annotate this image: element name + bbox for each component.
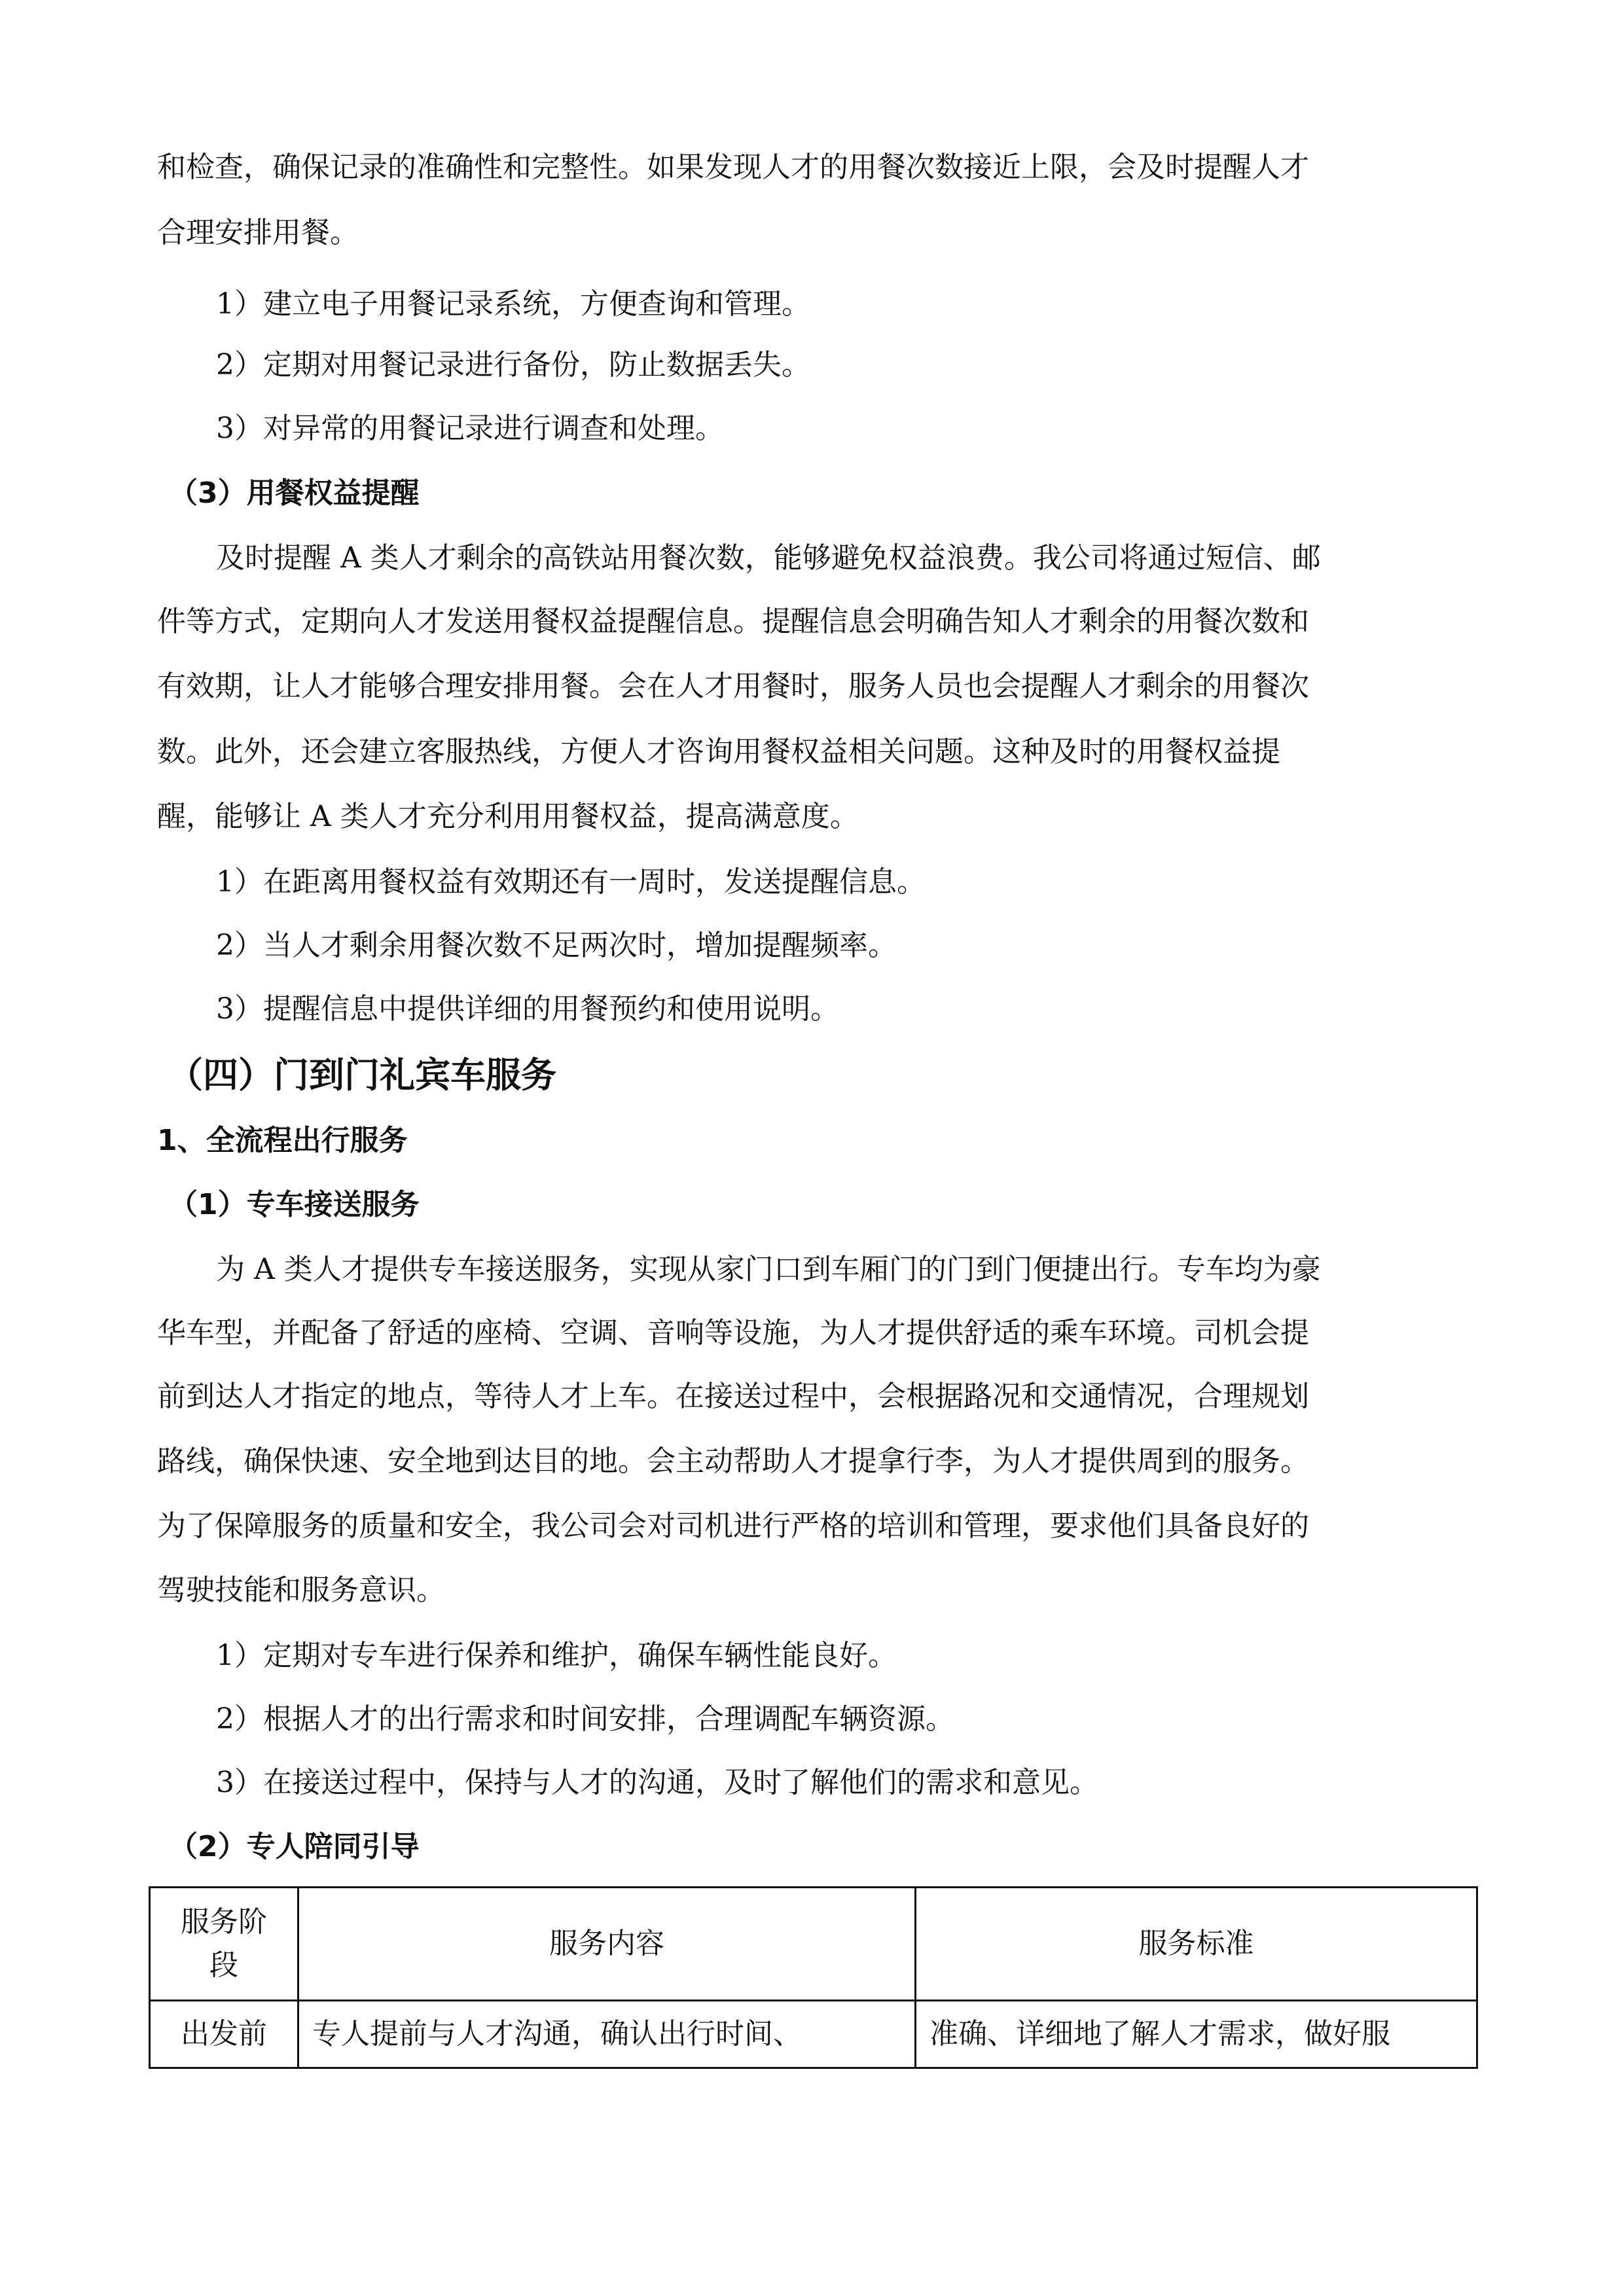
table-header-row (150, 1888, 1477, 2001)
subheading-shuttle: （1）专车接送服务 (169, 1188, 420, 1221)
header-standard: 服务标准 (916, 1888, 1477, 2001)
paragraph-line: 和检查，确保记录的准确性和完整性。如果发现人才的用餐次数接近上限，会及时提醒人才 (157, 151, 1309, 184)
section-title: （四）门到门礼宾车服务 (168, 1054, 556, 1096)
paragraph-line: 数。此外，还会建立客服热线，方便人才咨询用餐权益相关问题。这种及时的用餐权益提 (157, 735, 1280, 768)
paragraph-line: 华车型，并配备了舒适的座椅、空调、音响等设施，为人才提供舒适的乘车环境。司机会提 (157, 1316, 1309, 1350)
paragraph-line: 及时提醒 A 类人才剩余的高铁站用餐次数，能够避免权益浪费。我公司将通过短信、邮 (216, 541, 1321, 575)
paragraph-line: 合理安排用餐。 (157, 216, 359, 249)
list-item: 1）建立电子用餐记录系统，方便查询和管理。 (216, 287, 810, 321)
paragraph-line: 前到达人才指定的地点，等待人才上车。在接送过程中，会根据路况和交通情况，合理规划 (157, 1380, 1309, 1413)
list-item: 1）在距离用餐权益有效期还有一周时，发送提醒信息。 (216, 865, 926, 899)
list-item: 2）当人才剩余用餐次数不足两次时，增加提醒频率。 (216, 929, 897, 962)
list-item: 2）根据人才的出行需求和时间安排，合理调配车辆资源。 (216, 1702, 954, 1736)
subheading-escort: （2）专人陪同引导 (169, 1830, 420, 1863)
subheading-reminder: （3）用餐权益提醒 (169, 476, 420, 510)
list-item: 3）提醒信息中提供详细的用餐预约和使用说明。 (216, 992, 839, 1026)
paragraph-line: 驾驶技能和服务意识。 (157, 1573, 445, 1607)
header-stage-line1: 服务阶 (181, 1905, 267, 1939)
paragraph-line: 有效期，让人才能够合理安排用餐。会在人才用餐时，服务人员也会提醒人才剩余的用餐次 (157, 670, 1309, 703)
list-item: 2）定期对用餐记录进行备份，防止数据丢失。 (216, 348, 810, 382)
cell-stage: 出发前 (150, 2001, 298, 2068)
cell-content: 专人提前与人才沟通，确认出行时间、 (298, 2001, 916, 2068)
paragraph-line: 为了保障服务的质量和安全，我公司会对司机进行严格的培训和管理，要求他们具备良好的 (157, 1509, 1309, 1543)
header-stage (150, 1888, 298, 2001)
paragraph-line: 件等方式，定期向人才发送用餐权益提醒信息。提醒信息会明确告知人才剩余的用餐次数和 (157, 605, 1309, 638)
list-item: 3）对异常的用餐记录进行调查和处理。 (216, 412, 724, 445)
header-stage-line2: 段 (209, 1948, 238, 1982)
table-row (150, 2001, 1477, 2068)
paragraph-line: 醒，能够让 A 类人才充分利用用餐权益，提高满意度。 (157, 800, 859, 833)
header-content: 服务内容 (298, 1888, 916, 2001)
paragraph-line: 路线，确保快速、安全地到达目的地。会主动帮助人才提拿行李，为人才提供周到的服务。 (157, 1444, 1309, 1478)
paragraph-line: 为 A 类人才提供专车接送服务，实现从家门口到车厢门的门到门便捷出行。专车均为豪 (216, 1253, 1321, 1286)
subsection-title: 1、全流程出行服务 (157, 1124, 408, 1157)
list-item: 3）在接送过程中，保持与人才的沟通，及时了解他们的需求和意见。 (216, 1766, 1098, 1799)
list-item: 1）定期对专车进行保养和维护，确保车辆性能良好。 (216, 1639, 897, 1672)
service-table (149, 1886, 1478, 2069)
cell-standard: 准确、详细地了解人才需求，做好服 (916, 2001, 1477, 2068)
